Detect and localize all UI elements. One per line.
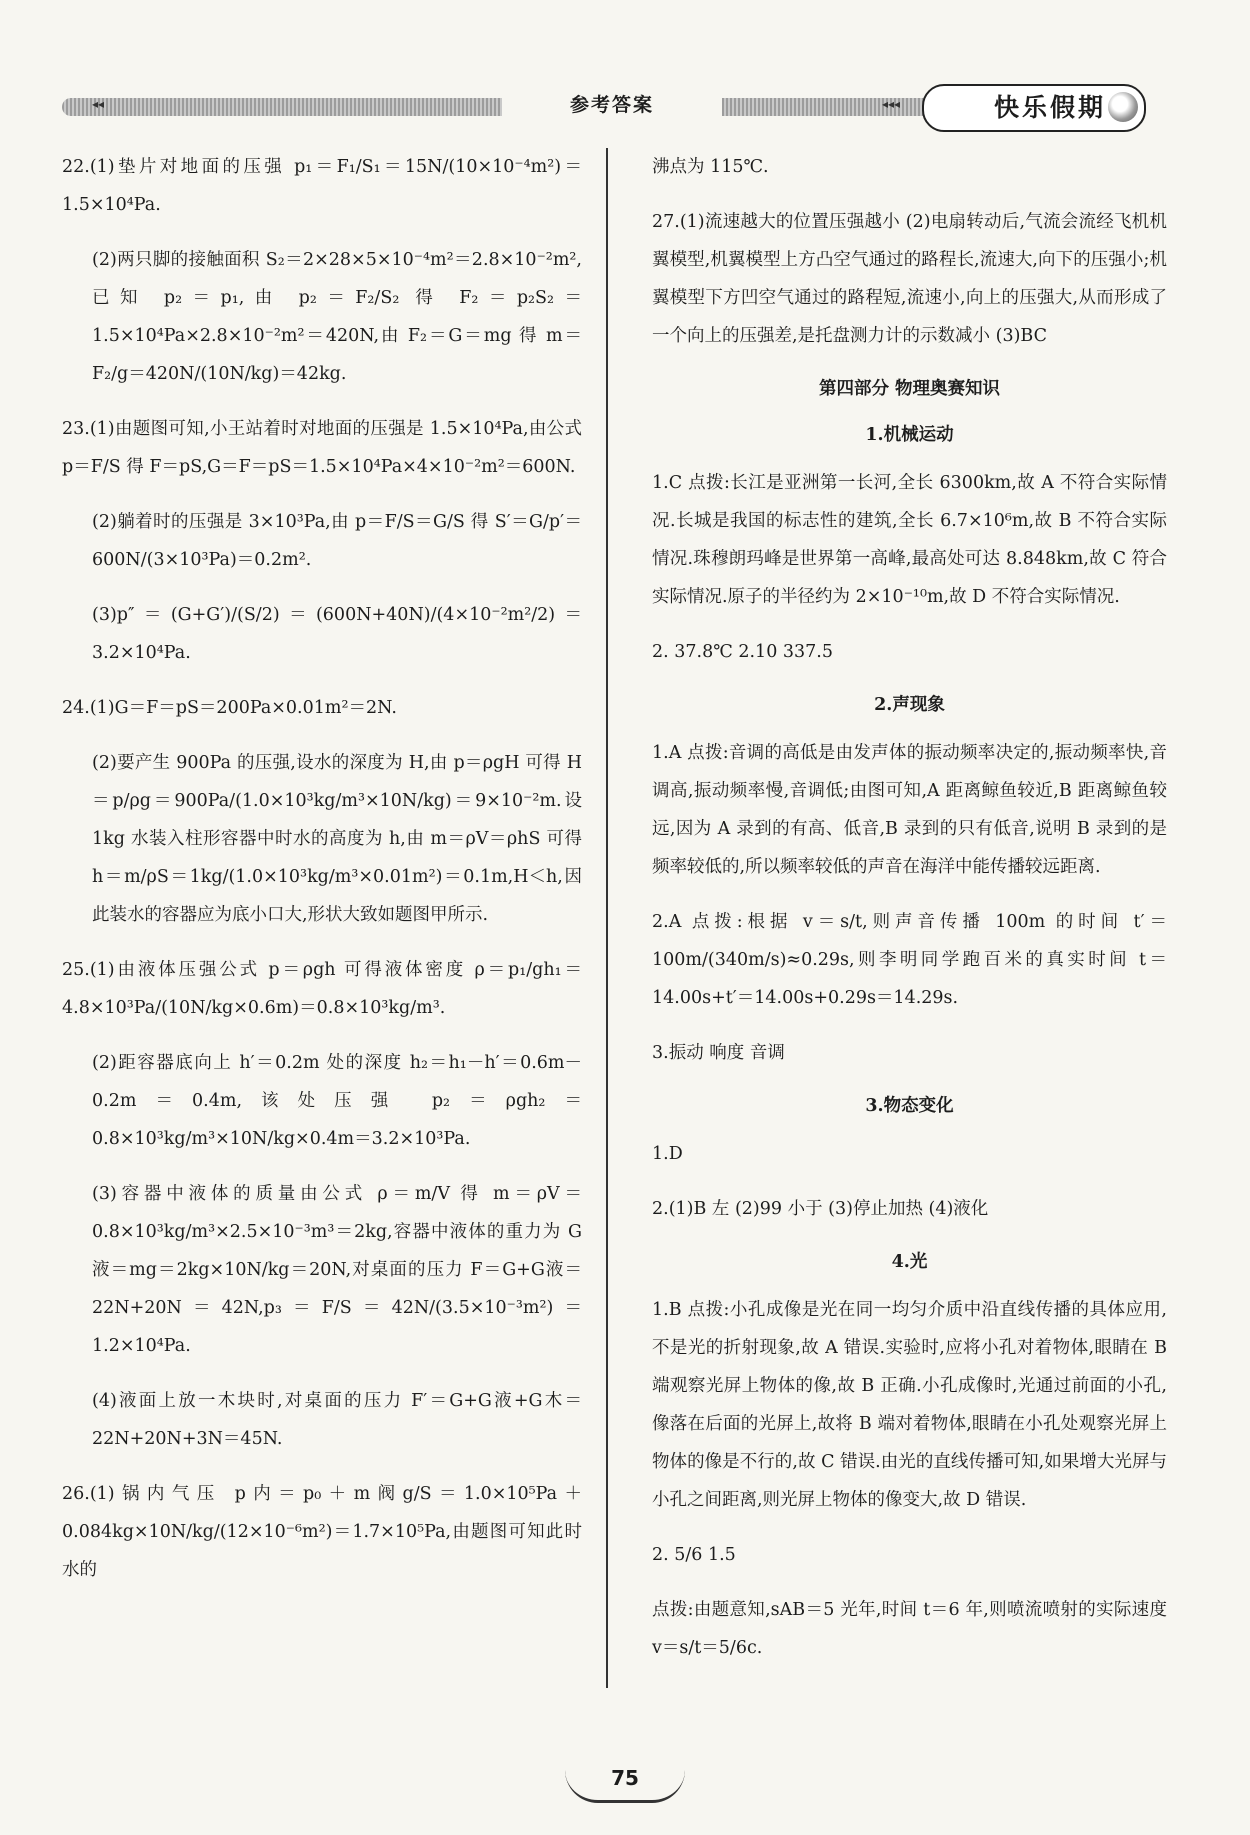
answer-25-3: (3)容器中液体的质量由公式 ρ＝m/V 得 m＝ρV＝0.8×10³kg/m³×2.5×10⁻³m³＝2kg,容器中液体的重力为 G液＝mg＝2kg×10N/kg＝20N,对桌面的压力 F＝G+G液＝22N+20N＝42N,p₃＝F/S＝42N/(3.5×10⁻³m²)＝1.2×10⁴Pa.: [92, 1184, 582, 1356]
list-item: 1.C 点拨:长江是亚洲第一长河,全长 6300km,故 A 不符合实际情况.长城是我国的标志性的建筑,全长 6.7×10⁶m,故 B 不符合实际情况.珠穆朗玛峰是世界第一高峰,最高处可达 8.848km,故 C 符合实际情况.原子的半径约为 2×10⁻¹⁰m,故 D 不符合实际情况.: [652, 473, 1167, 607]
section-title-state-change: 3.物态变化: [865, 1096, 954, 1116]
section-title-motion: 1.机械运动: [865, 425, 954, 445]
answer-24-2: (2)要产生 900Pa 的压强,设水的深度为 H,由 p＝ρgH 可得 H＝p/ρg＝900Pa/(1.0×10³kg/m³×10N/kg)＝9×10⁻²m.设 1kg 水装入柱形容器中时水的高度为 h,由 m＝ρV＝ρhS 可得 h＝m/ρS＝1kg/(1.0×10³kg/m³×0.01m²)＝0.1m,H＜h,因此装水的容器应为底小口大,形状大致如题图甲所示.: [92, 753, 582, 925]
answer-24-1: 24.(1)G＝F＝pS＝200Pa×0.01m²＝2N.: [62, 698, 397, 718]
answer-22-1: 22.(1)垫片对地面的压强 p₁＝F₁/S₁＝15N/(10×10⁻⁴m²)＝1.5×10⁴Pa.: [62, 157, 582, 215]
list-item: 2. 5/6 1.5: [652, 1545, 736, 1565]
list-item: 1.D: [652, 1144, 683, 1164]
list-item: 点拨:由题意知,sAB＝5 光年,时间 t＝6 年,则喷流喷射的实际速度 v＝s/t＝5/6c.: [652, 1600, 1167, 1658]
page-header: [62, 92, 1142, 122]
header-title: 参考答案: [502, 90, 722, 120]
right-column: [652, 148, 1167, 1684]
brand-dot-icon: [1108, 92, 1138, 122]
list-item: 2.A 点拨:根据 v＝s/t,则声音传播 100m 的时间 t′＝100m/(340m/s)≈0.29s,则李明同学跑百米的真实时间 t＝14.00s+t′＝14.00s+0.29s＝14.29s.: [652, 912, 1167, 1008]
page-number: 75: [611, 1766, 639, 1790]
section-title-sound: 2.声现象: [874, 695, 945, 715]
list-item: 3.振动 响度 音调: [652, 1043, 785, 1063]
list-item: 2. 37.8℃ 2.10 337.5: [652, 642, 833, 662]
part-title: 第四部分 物理奥赛知识: [818, 379, 1001, 399]
list-item: 1.B 点拨:小孔成像是光在同一均匀介质中沿直线传播的具体应用,不是光的折射现象,故 A 错误.实验时,应将小孔对着物体,眼睛在 B 端观察光屏上物体的像,故 B 正确.小孔成像时,光通过前面的小孔,像落在后面的光屏上,故将 B 端对着物体,眼睛在小孔处观察光屏上物体的像是不行的,故 C 错误.由光的直线传播可知,如果增大光屏与小孔之间距离,则光屏上物体的像变大,故 D 错误.: [652, 1300, 1167, 1510]
answer-25-2: (2)距容器底向上 h′＝0.2m 处的深度 h₂＝h₁－h′＝0.6m－0.2m＝0.4m,该处压强 p₂＝ρgh₂＝0.8×10³kg/m³×10N/kg×0.4m＝3.2×10³Pa.: [92, 1053, 582, 1149]
brand-badge: [922, 84, 1146, 132]
answer-25-4: (4)液面上放一木块时,对桌面的压力 F′＝G+G液+G木＝22N+20N+3N＝45N.: [92, 1391, 582, 1449]
column-divider: [606, 148, 608, 1688]
answer-27: 27.(1)流速越大的位置压强越小 (2)电扇转动后,气流会流经飞机机翼模型,机翼模型上方凸空气通过的路程长,流速大,向下的压强小;机翼模型下方凹空气通过的路程短,流速小,向上的压强大,从而形成了一个向上的压强差,是托盘测力计的示数减小 (3)BC: [652, 212, 1167, 346]
answer-26-cont: 沸点为 115℃.: [652, 157, 769, 177]
answer-22-2: (2)两只脚的接触面积 S₂＝2×28×5×10⁻⁴m²＝2.8×10⁻²m²,已知 p₂＝p₁,由 p₂＝F₂/S₂ 得 F₂＝p₂S₂＝1.5×10⁴Pa×2.8×10⁻²m²＝420N,由 F₂＝G＝mg 得 m＝F₂/g＝420N/(10N/kg)＝42kg.: [92, 250, 582, 384]
header-arrow-left: ◂◂: [92, 97, 105, 111]
answer-23-2: (2)躺着时的压强是 3×10³Pa,由 p＝F/S＝G/S 得 S′＝G/p′＝600N/(3×10³Pa)＝0.2m².: [92, 512, 582, 570]
brand-label: 快乐假期: [994, 93, 1107, 122]
section-title-light: 4.光: [891, 1252, 928, 1272]
left-column: [62, 148, 582, 1606]
list-item: 1.A 点拨:音调的高低是由发声体的振动频率决定的,振动频率快,音调高,振动频率慢,音调低;由图可知,A 距离鲸鱼较近,B 距离鲸鱼较远,因为 A 录到的有高、低音,B 录到的只有低音,说明 B 录到的是频率较低的,所以频率较低的声音在海洋中能传播较远距离.: [652, 743, 1167, 877]
answer-23-1: 23.(1)由题图可知,小王站着时对地面的压强是 1.5×10⁴Pa,由公式 p＝F/S 得 F＝pS,G＝F＝pS＝1.5×10⁴Pa×4×10⁻²m²＝600N.: [62, 419, 582, 477]
header-arrow-right: ◂◂◂: [882, 97, 901, 111]
list-item: 2.(1)B 左 (2)99 小于 (3)停止加热 (4)液化: [652, 1199, 989, 1219]
answer-26-1: 26.(1)锅内气压 p内＝p₀＋m阀g/S＝1.0×10⁵Pa＋0.084kg×10N/kg/(12×10⁻⁶m²)＝1.7×10⁵Pa,由题图可知此时水的: [62, 1484, 582, 1580]
answer-25-1: 25.(1)由液体压强公式 p＝ρgh 可得液体密度 ρ＝p₁/gh₁＝4.8×10³Pa/(10N/kg×0.6m)＝0.8×10³kg/m³.: [62, 960, 582, 1018]
answer-23-3: (3)p″＝(G+G′)/(S/2)＝(600N+40N)/(4×10⁻²m²/2)＝3.2×10⁴Pa.: [92, 605, 582, 663]
